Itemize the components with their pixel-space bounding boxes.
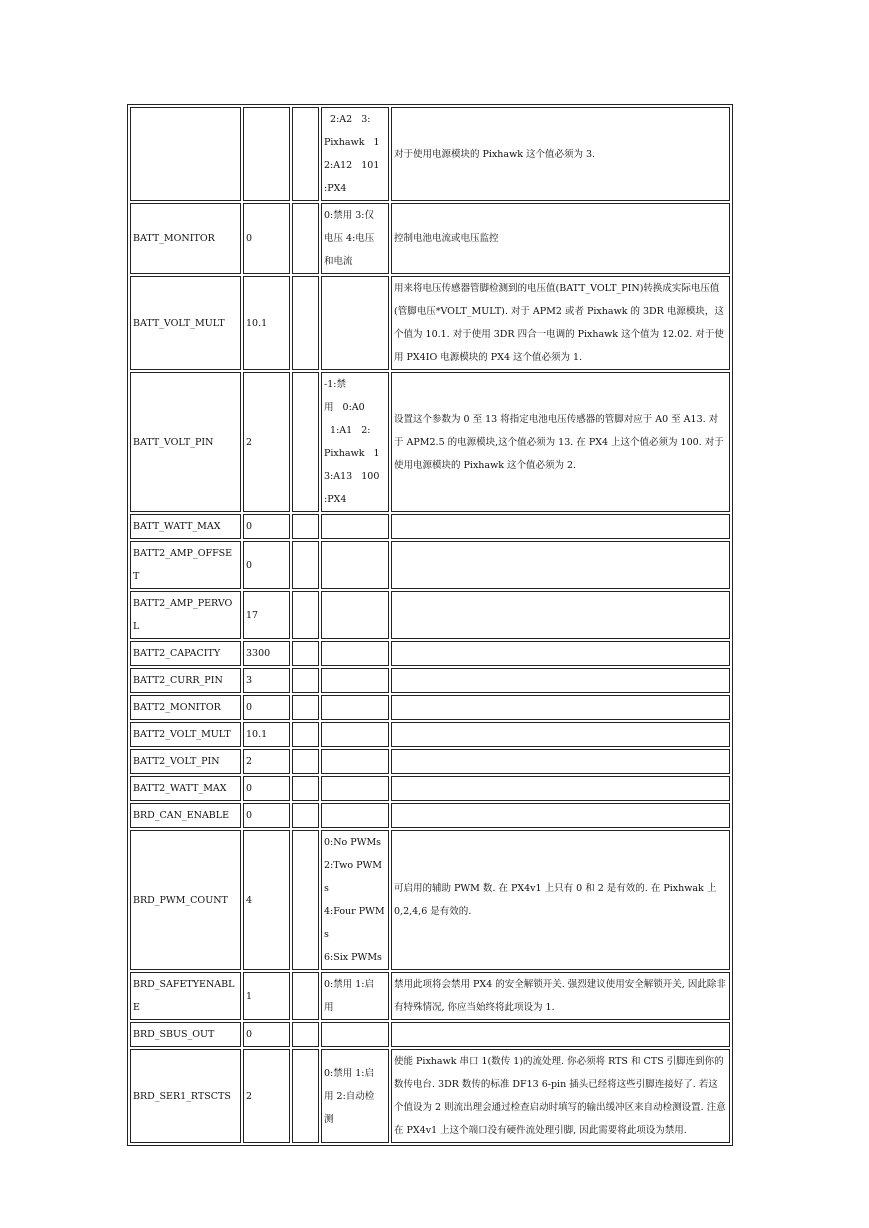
param-options-cell: [321, 803, 389, 828]
table-row: [130, 1022, 730, 1047]
param-description-cell: 控制电池电流或电压监控: [391, 203, 730, 274]
param-description-cell: [391, 695, 730, 720]
param-description-cell: [391, 803, 730, 828]
table-row: [130, 776, 730, 801]
table-row: [130, 668, 730, 693]
param-options-cell: 0:禁用 1:启 用: [321, 972, 389, 1020]
param-options-cell: [321, 514, 389, 539]
parameter-table: [127, 104, 733, 1146]
table-row: [130, 1049, 730, 1143]
param-name-cell: BATT_VOLT_PIN: [130, 372, 241, 512]
param-range-cell: [292, 972, 319, 1020]
param-name-cell: BATT2_AMP_PERVOL: [130, 591, 241, 639]
param-range-cell: [292, 803, 319, 828]
table-row: [130, 276, 730, 370]
param-name-cell: BATT2_AMP_OFFSET: [130, 541, 241, 589]
param-value-cell: 10.1: [243, 276, 290, 370]
param-name-cell: BRD_SER1_RTSCTS: [130, 1049, 241, 1143]
param-value-cell: 0: [243, 1022, 290, 1047]
param-range-cell: [292, 830, 319, 970]
param-description-cell: [391, 514, 730, 539]
param-description-cell: [391, 541, 730, 589]
table-row: [130, 203, 730, 274]
table-row: [130, 591, 730, 639]
param-range-cell: [292, 1049, 319, 1143]
param-range-cell: [292, 1022, 319, 1047]
param-options-cell: 0:禁用 3:仅 电压 4:电压 和电流: [321, 203, 389, 274]
param-description-cell: 禁用此项将会禁用 PX4 的安全解锁开关. 强烈建议使用安全解锁开关, 因此除非有特殊情况, 你应当始终将此项设为 1.: [391, 972, 730, 1020]
param-description-cell: [391, 776, 730, 801]
param-range-cell: [292, 591, 319, 639]
param-options-cell: [321, 695, 389, 720]
param-name-cell: BATT2_CAPACITY: [130, 641, 241, 666]
param-range-cell: [292, 372, 319, 512]
param-options-cell: [321, 541, 389, 589]
param-name-cell: BRD_CAN_ENABLE: [130, 803, 241, 828]
param-range-cell: [292, 776, 319, 801]
param-description-cell: [391, 749, 730, 774]
param-options-cell: 0:禁用 1:启 用 2:自动检 测: [321, 1049, 389, 1143]
param-name-cell: BATT2_VOLT_PIN: [130, 749, 241, 774]
param-value-cell: 1: [243, 972, 290, 1020]
param-options-cell: 2:A2 3: Pixhawk 1 2:A12 101 :PX4: [321, 107, 389, 201]
param-range-cell: [292, 722, 319, 747]
param-description-cell: 对于使用电源模块的 Pixhawk 这个值必须为 3.: [391, 107, 730, 201]
param-name-cell: BATT2_MONITOR: [130, 695, 241, 720]
param-options-cell: -1:禁 用 0:A0 1:A1 2: Pixhawk 1 3:A13 100 :PX4: [321, 372, 389, 512]
param-value-cell: 10.1: [243, 722, 290, 747]
table-row: [130, 107, 730, 201]
param-description-cell: [391, 591, 730, 639]
param-name-cell: BATT_MONITOR: [130, 203, 241, 274]
param-description-cell: [391, 1022, 730, 1047]
param-description-cell: 设置这个参数为 0 至 13 将指定电池电压传感器的管脚对应于 A0 至 A13. 对于 APM2.5 的电源模块,这个值必须为 13. 在 PX4 上这个值必须为 100. 对于使用电源模块的 Pixhawk 这个值必须为 2.: [391, 372, 730, 512]
param-options-cell: [321, 276, 389, 370]
table-row: [130, 695, 730, 720]
param-value-cell: 0: [243, 541, 290, 589]
param-range-cell: [292, 668, 319, 693]
param-range-cell: [292, 514, 319, 539]
param-name-cell: BATT2_WATT_MAX: [130, 776, 241, 801]
param-options-cell: [321, 641, 389, 666]
param-name-cell: BRD_PWM_COUNT: [130, 830, 241, 970]
param-description-cell: 使能 Pixhawk 串口 1(数传 1)的流处理. 你必须将 RTS 和 CTS 引脚连到你的数传电台. 3DR 数传的标准 DF13 6-pin 插头已经将这些引脚连接好了. 若这个值设为 2 则流出理会通过检查启动时填写的输出缓冲区来自动检测设置. 注意在 PX4v1 上这个端口没有硬件流处理引脚, 因此需要将此项设为禁用.: [391, 1049, 730, 1143]
param-value-cell: 0: [243, 803, 290, 828]
param-options-cell: [321, 776, 389, 801]
param-value-cell: 4: [243, 830, 290, 970]
table-row: [130, 830, 730, 970]
param-name-cell: BATT2_VOLT_MULT: [130, 722, 241, 747]
param-range-cell: [292, 749, 319, 774]
param-description-cell: 可启用的辅助 PWM 数. 在 PX4v1 上只有 0 和 2 是有效的. 在 Pixhwak 上 0,2,4,6 是有效的.: [391, 830, 730, 970]
param-value-cell: 3300: [243, 641, 290, 666]
table-row: [130, 514, 730, 539]
table-row: [130, 372, 730, 512]
param-name-cell: BATT_VOLT_MULT: [130, 276, 241, 370]
param-description-cell: 用来将电压传感器管脚检测到的电压值(BATT_VOLT_PIN)转换成实际电压值(管脚电压*VOLT_MULT). 对于 APM2 或者 Pixhawk 的 3DR 电源模块，这个值为 10.1. 对于使用 3DR 四合一电调的 Pixhawk 这个值为 12.02. 对于使用 PX4IO 电源模块的 PX4 这个值必须为 1.: [391, 276, 730, 370]
table-row: [130, 803, 730, 828]
param-range-cell: [292, 276, 319, 370]
param-name-cell: [130, 107, 241, 201]
param-name-cell: BRD_SBUS_OUT: [130, 1022, 241, 1047]
param-name-cell: BATT2_CURR_PIN: [130, 668, 241, 693]
param-name-cell: BATT_WATT_MAX: [130, 514, 241, 539]
param-value-cell: 0: [243, 776, 290, 801]
param-description-cell: [391, 641, 730, 666]
param-description-cell: [391, 722, 730, 747]
param-options-cell: [321, 749, 389, 774]
table-row: [130, 972, 730, 1020]
param-name-cell: BRD_SAFETYENABLE: [130, 972, 241, 1020]
param-value-cell: 0: [243, 203, 290, 274]
param-value-cell: 0: [243, 695, 290, 720]
param-options-cell: 0:No PWMs 2:Two PWMs 4:Four PWMs 6:Six PWMs: [321, 830, 389, 970]
table-row: [130, 749, 730, 774]
param-value-cell: 0: [243, 514, 290, 539]
param-description-cell: [391, 668, 730, 693]
parameter-table-body: [130, 107, 730, 1143]
document-page: [127, 104, 733, 1146]
param-options-cell: [321, 722, 389, 747]
param-value-cell: 2: [243, 749, 290, 774]
param-value-cell: 17: [243, 591, 290, 639]
table-row: [130, 641, 730, 666]
table-row: [130, 722, 730, 747]
param-range-cell: [292, 695, 319, 720]
param-options-cell: [321, 591, 389, 639]
param-range-cell: [292, 107, 319, 201]
param-options-cell: [321, 668, 389, 693]
param-value-cell: 2: [243, 372, 290, 512]
param-value-cell: 2: [243, 1049, 290, 1143]
param-value-cell: [243, 107, 290, 201]
param-options-cell: [321, 1022, 389, 1047]
table-row: [130, 541, 730, 589]
param-range-cell: [292, 541, 319, 589]
param-value-cell: 3: [243, 668, 290, 693]
param-range-cell: [292, 203, 319, 274]
param-range-cell: [292, 641, 319, 666]
